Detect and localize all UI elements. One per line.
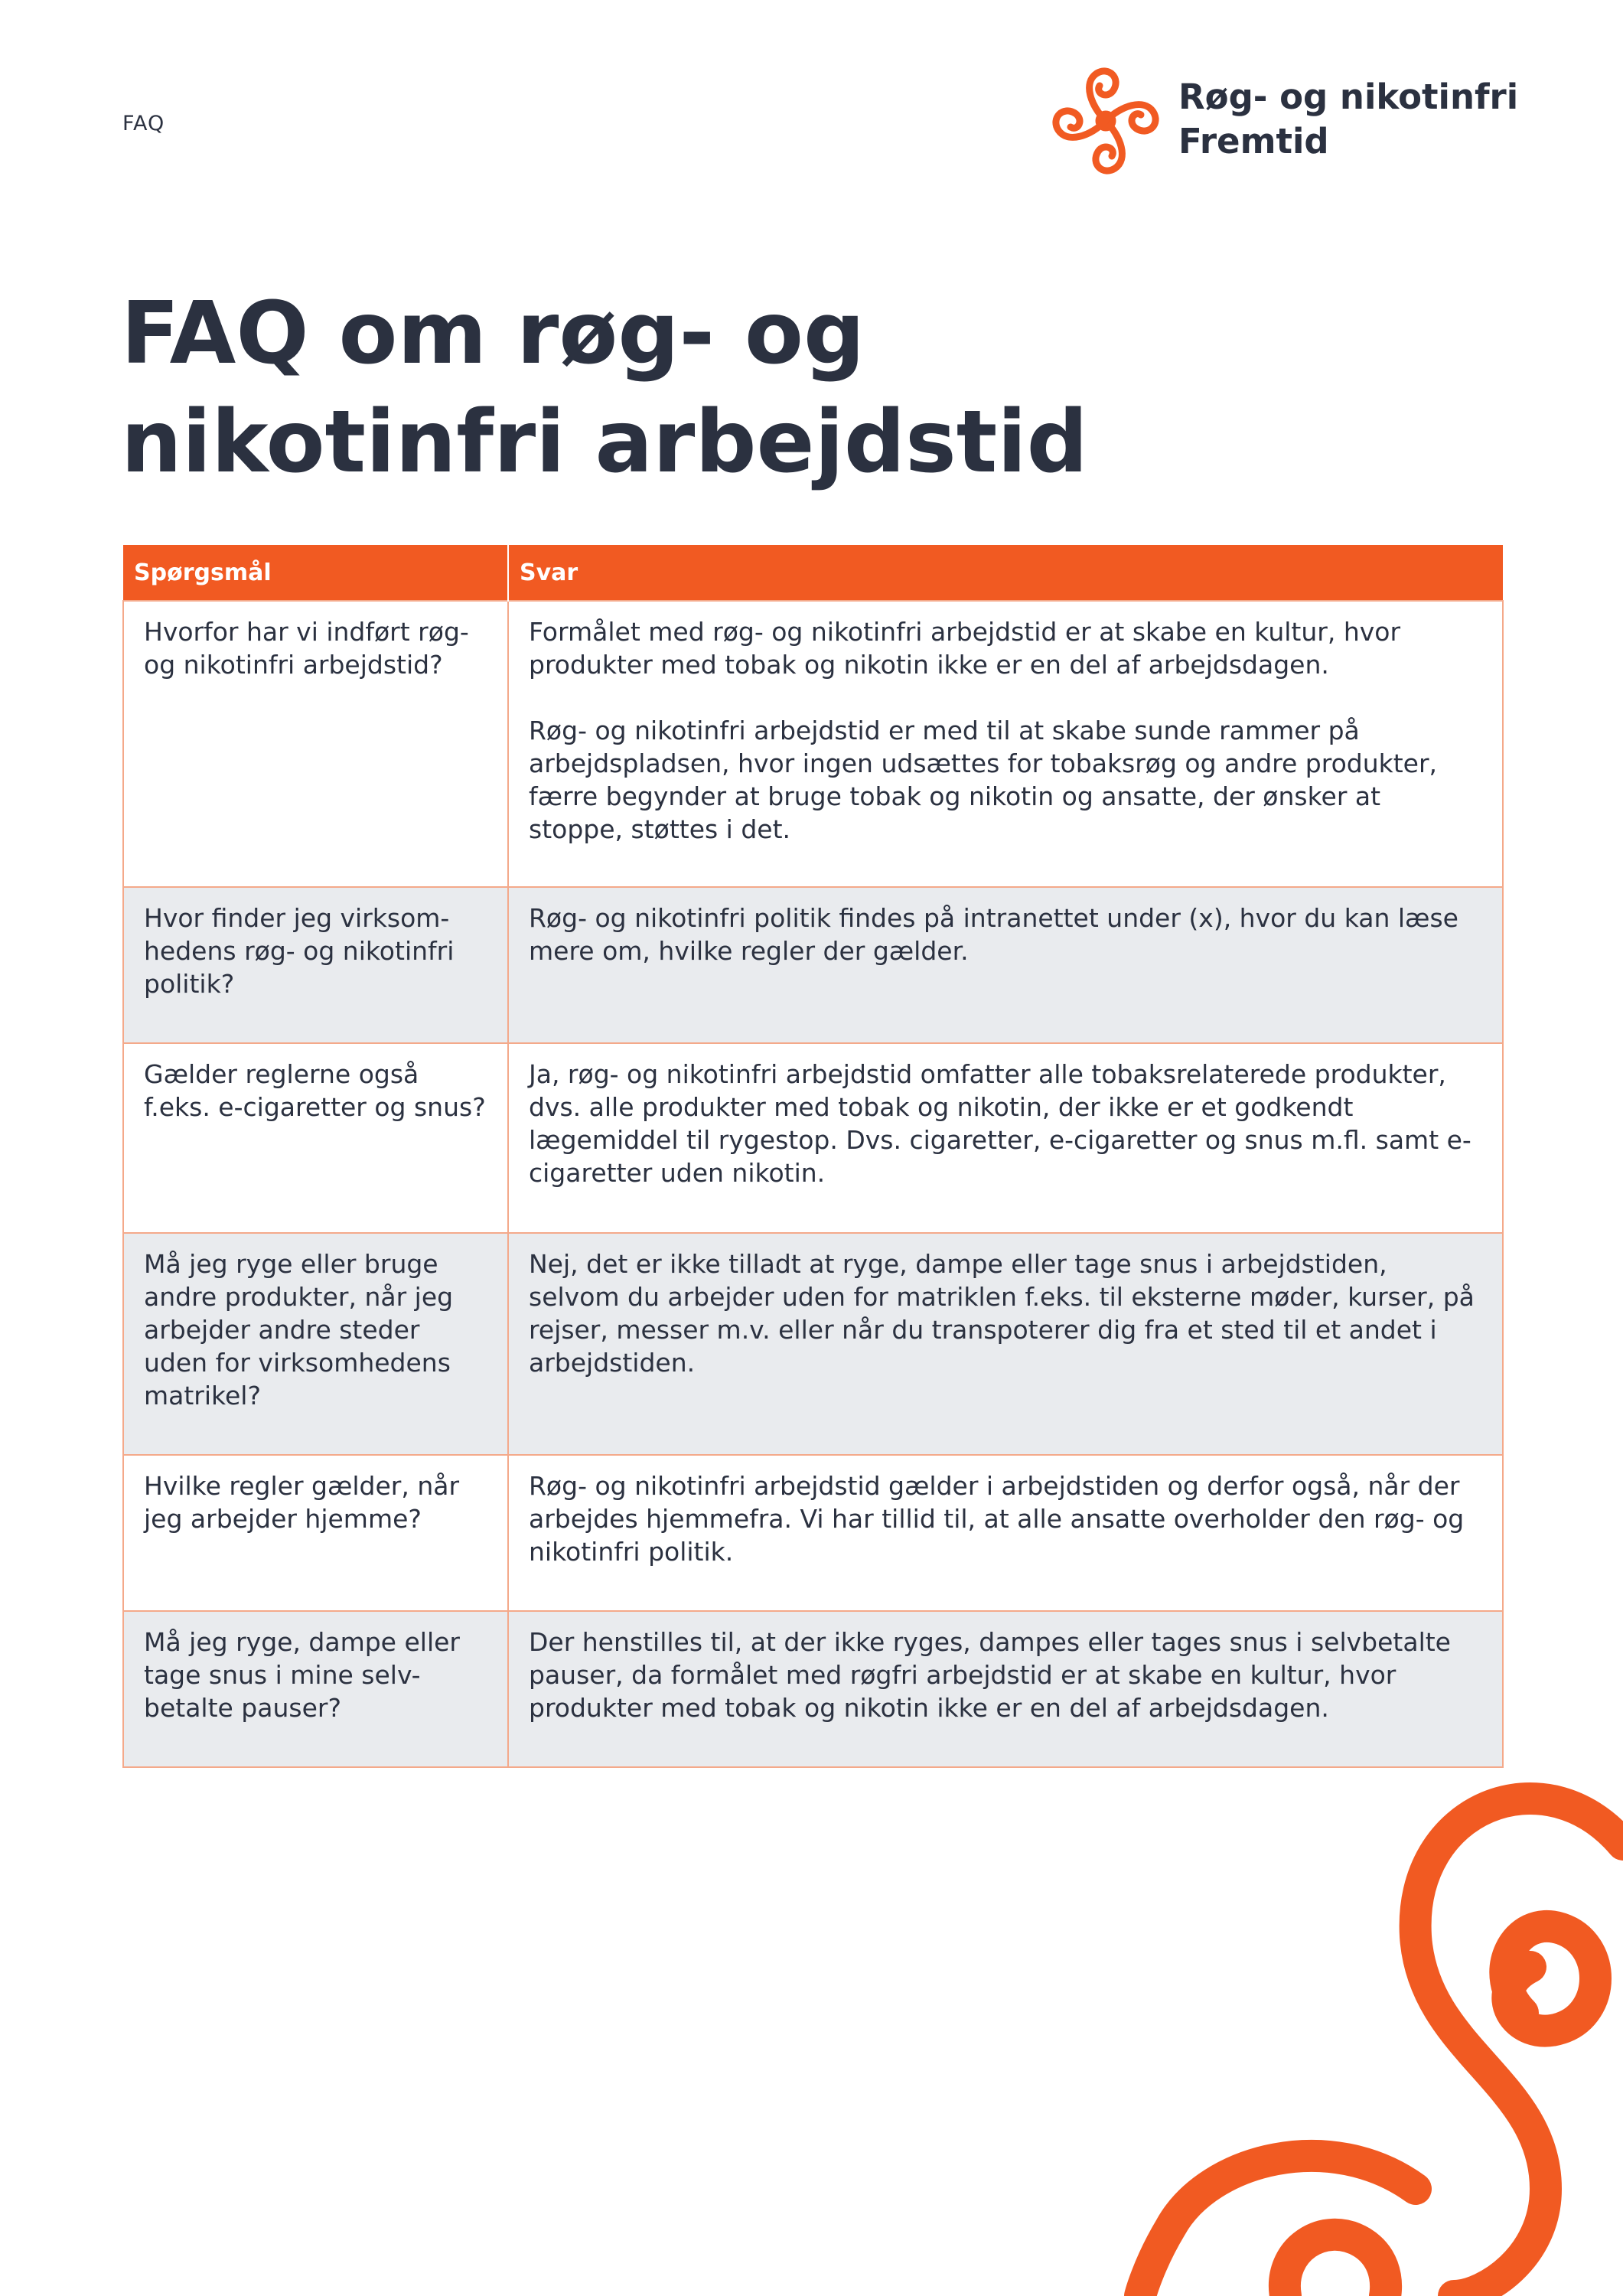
answer-cell: [508, 1043, 1503, 1233]
table-row: [123, 601, 1503, 887]
table-row: [123, 1233, 1503, 1455]
answer-text: Røg- og nikotinfri arbejdstid gælder i arbejdstiden og derfor også, når der arbejdes hjemmefra. Vi har tillid til, at alle ansatte overholder den røg- og nikotinfri politik.: [529, 1471, 1465, 1567]
question-text: Må jeg ryge, dampe eller tage snus i mine selv-betalte pauser?: [144, 1627, 460, 1723]
decorative-swirl-icon: [1056, 1760, 1623, 2296]
title-line-2: nikotinfri arbejdstid: [121, 393, 1088, 492]
question-cell: [123, 1043, 508, 1233]
question-cell: [123, 1233, 508, 1455]
answer-cell: [508, 1455, 1503, 1611]
answer-text: Der henstilles til, at der ikke ryges, dampes eller tages snus i selvbetalte pauser, da formålet med røgfri arbejdstid er at skabe en kultur, hvor produkter med tobak og nikotin ikke er en del af arbejdsdagen.: [529, 1627, 1451, 1723]
logo-line-1: Røg- og nikotinfri: [1178, 77, 1519, 117]
answer-cell: [508, 601, 1503, 887]
question-cell: [123, 1455, 508, 1611]
page-title: [121, 279, 1345, 497]
faq-table: [122, 545, 1504, 1768]
answer-cell: [508, 887, 1503, 1043]
logo-line-2: Fremtid: [1178, 121, 1329, 161]
table-row: [123, 1043, 1503, 1233]
table-row: [123, 887, 1503, 1043]
answer-text: Ja, røg- og nikotinfri arbejdstid omfatter alle tobaksrelaterede produkter, dvs. alle produkter med tobak og nikotin, der ikke er et godkendt lægemiddel til rygestop. Dvs. cigaretter, e-cigaretter og snus m.fl. samt e-cigaretter uden nikotin.: [529, 1059, 1471, 1188]
brand-logo: [1045, 60, 1519, 190]
question-cell: [123, 887, 508, 1043]
table-row: [123, 1611, 1503, 1767]
question-text: Må jeg ryge eller bruge andre produkter, når jeg arbejder andre steder uden for virksomhedens matrikel?: [144, 1249, 454, 1411]
column-header-question: Spørgsmål: [123, 545, 508, 601]
answer-text: Røg- og nikotinfri politik findes på intranettet under (x), hvor du kan læse mere om, hvilke regler der gælder.: [529, 903, 1458, 966]
header-label: FAQ: [122, 112, 165, 135]
question-text: Hvor finder jeg virksom-hedens røg- og nikotinfri politik?: [144, 903, 455, 999]
answer-cell: [508, 1233, 1503, 1455]
answer-text: Nej, det er ikke tilladt at ryge, dampe eller tage snus i arbejdstiden, selvom du arbejder uden for matriklen f.eks. til eksterne møder, kurser, på rejser, messer m.v. eller når du transpoterer dig fra et sted til et andet i arbejdstiden.: [529, 1249, 1475, 1378]
answer-text: Røg- og nikotinfri arbejdstid er med til at skabe sunde rammer på arbejdspladsen, hvor ingen udsættes for tobaksrøg og andre produkter, færre begynder at bruge tobak og nikotin og ansatte, der ønsker at stoppe, støttes i det.: [529, 716, 1438, 844]
title-line-1: FAQ om røg- og: [121, 284, 865, 383]
swirl-flower-icon: [1045, 60, 1167, 182]
question-text: Gælder reglerne også f.eks. e-cigaretter og snus?: [144, 1059, 486, 1122]
question-text: Hvilke regler gælder, når jeg arbejder hjemme?: [144, 1471, 460, 1534]
question-text: Hvorfor har vi indført røg- og nikotinfri arbejdstid?: [144, 617, 469, 680]
question-cell: [123, 1611, 508, 1767]
table-header-row: [123, 545, 1503, 601]
table-row: [123, 1455, 1503, 1611]
answer-cell: [508, 1611, 1503, 1767]
question-cell: [123, 601, 508, 887]
answer-text: Formålet med røg- og nikotinfri arbejdstid er at skabe en kultur, hvor produkter med tobak og nikotin ikke er en del af arbejdsdagen.: [529, 617, 1401, 680]
column-header-answer: Svar: [508, 545, 1503, 601]
